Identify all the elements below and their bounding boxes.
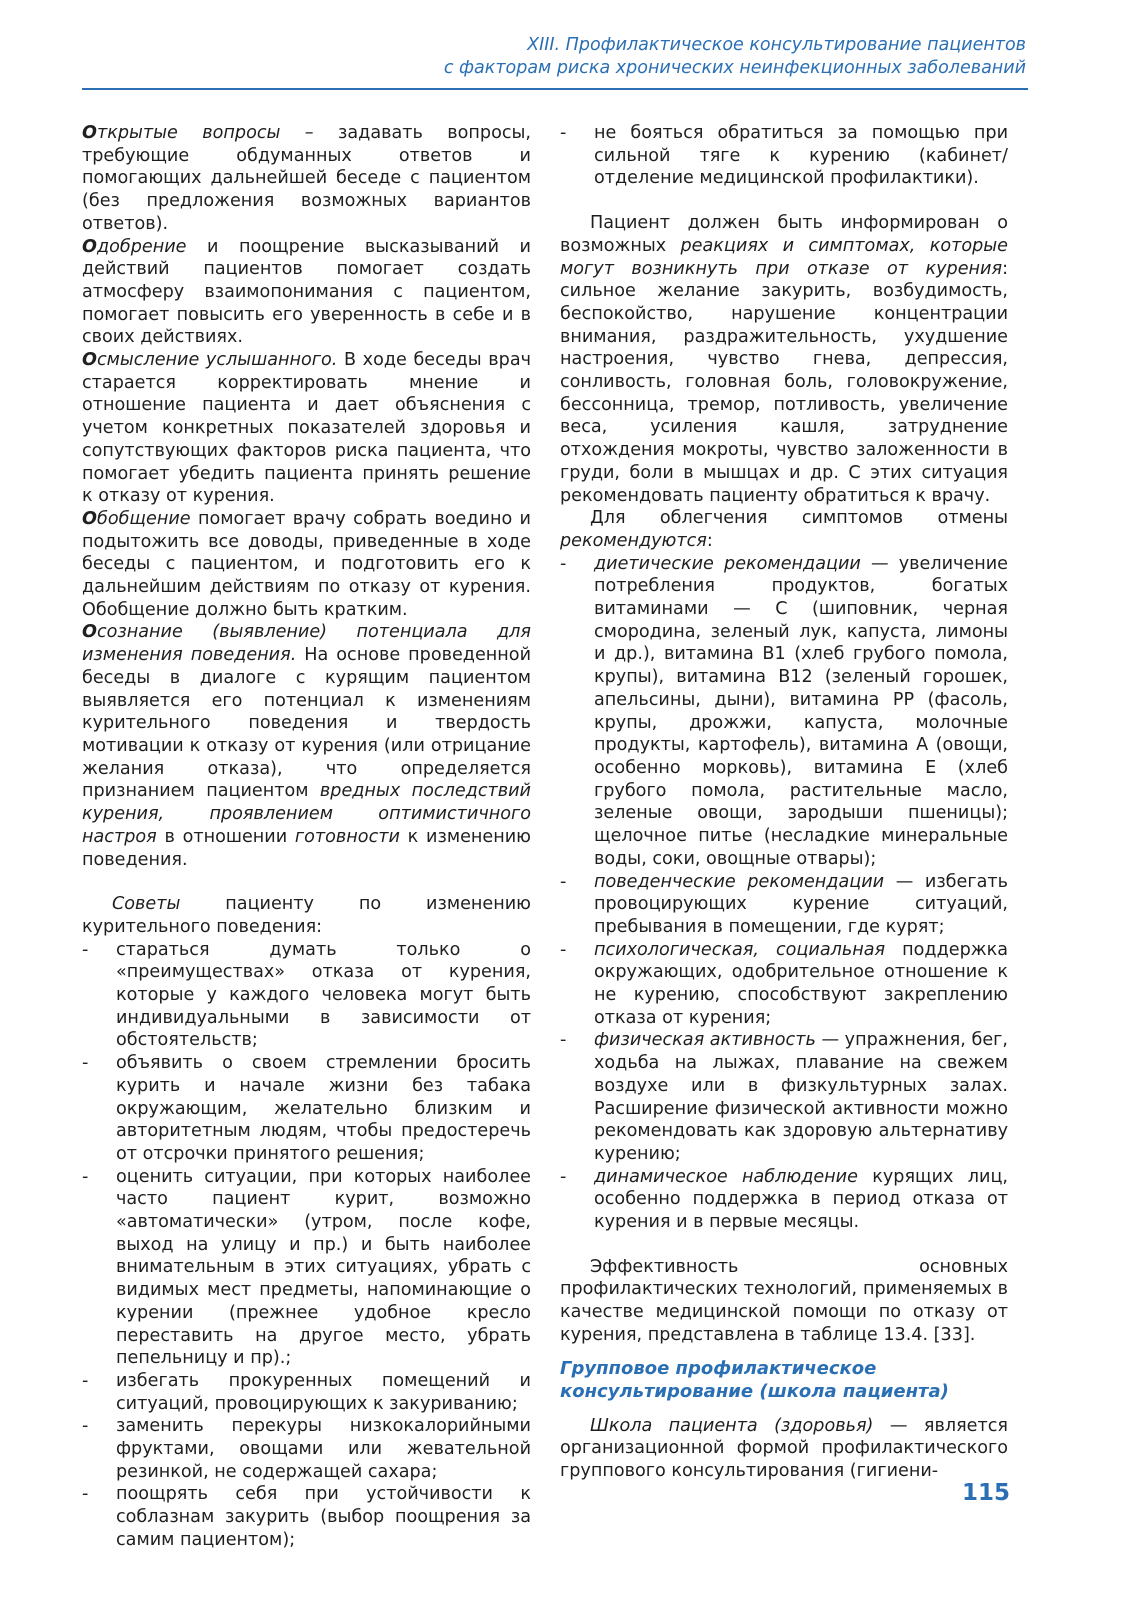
list-item: - динамическое наблюдение курящих лиц, особенно поддержка в период отказа от курения и в первые месяцы. [560,1166,1009,1233]
list-item: - поощрять себя при устойчивости к соблазнам закурить (выбор поощрения за самим пациентом); [82,1484,531,1550]
relief-intro: Для облегчения симптомов отмены рекомендуются: [560,508,1008,551]
term-label: ткрытые вопросы [96,123,281,143]
list-item: - заменить перекуры низкокалорийными фруктами, овощами или жевательной резинкой, не содержащей сахара; [82,1416,531,1482]
list-item: - психологическая, социальная поддержка окружающих, одобрительное отношение к не курению, способствуют закреплению отказа от курения; [560,939,1008,1028]
efficiency-paragraph: Эффективность основных профилактических технологий, применяемых в качестве медицинской помощи по отказу от курения, представлена в таблице 13.4. [33]. [560,1256,1008,1345]
header-line-2: с факторам риска хронических неинфекционных заболеваний [443,58,1026,78]
list-item: - стараться думать только о «преимуществах» отказа от курения, которые у каждого человека могут быть индивидуальными в зависимости от обстоятельств; [82,939,531,1051]
list-item: - оценить ситуации, при которых наиболее часто пациент курит, возможно «автоматически» (утром, после кофе, выход на улицу и пр.) и быть наиболее внимательным в этих ситуациях, убрать с видимых мест предметы, напоминающие о курении (прежнее удобное кресло переставить на другое место, убрать пепельницу и пр).; [82,1166,531,1369]
term-open-questions [82,122,531,236]
advice-list [82,939,531,1552]
page-number: 115 [962,1480,1011,1506]
term-text: – задавать вопросы, требующие обдуманных ответов и помогающих дальнейшей беседе с пациентом (без предложения возможных вариантов ответов). [82,123,531,234]
right-column [560,122,1008,1483]
running-header [266,34,1026,80]
list-item: - физическая активность — упражнения, бег, ходьба на лыжах, плавание на свежем воздухе или в физкультурных залах. Расширение физической активности можно рекомендовать как здоровую альтернативу курению; [560,1030,1008,1164]
term-summary: Обобщение помогает врачу собрать воедино и подытожить все доводы, приведенные в ходе беседы с пациентом, и подготовить его к дальнейшим действиям по отказу от курения. Обобщение должно быть кратким. [82,508,531,620]
term-initial: О [82,123,97,143]
header-line-1: XIII. Профилактическое консультирование пациентов [527,35,1026,55]
symptoms-paragraph: Пациент должен быть информирован о возможных реакциях и симптомах, которые могут возникнуть при отказе от курения: сильное желание закурить, возбудимость, беспокойство, нарушение концентрации внимания, раздражительность, ухудшение настроения, чувство гнева, депрессия, сонливость, головная боль, головокружение, бессонница, тремор, потливость, увеличение веса, усиления кашля, затруднение отхождения мокроты, чувство заложенности в груди, боли в мышцах и др. С этих ситуация рекомендовать пациенту обратиться к врачу. [560,213,1008,506]
list-item: - не бояться обратиться за помощью при сильной тяге к курению (кабинет/отделение медицинской профилактики). [560,123,1008,189]
term-comprehension: Осмысление услышанного. В ходе беседы врач старается корректировать мнение и отношение пациента и дает объяснения с учетом конкретных показателей здоровья и сопутствующих факторов риска пациента, что помогает убедить пациента принять решение к отказу от курения. [82,350,531,507]
term-awareness: Осознание (выявление) потенциала для изменения поведения. На основе проведенной беседы в диалоге с курящим пациентом выявляется его потенциал к изменениям курительного поведения и твердость мотивации к отказу от курения (или отрицание желания отказа), что определяется признанием пациентом вредных последствий курения, проявлением оптимистичного настроя в отношении готовности к изменению поведения. [82,622,531,870]
list-item: - избегать прокуренных помещений и ситуаций, провоцирующих к закуриванию; [82,1370,531,1414]
list-item: - объявить о своем стремлении бросить курить и начале жизни без табака окружающим, желательно близким и авторитетным людям, чтобы предостеречь от отсрочки принятого решения; [82,1053,531,1164]
term-approval: Одобрение и поощрение высказываний и действий пациентов помогает создать атмосферу взаимопонимания с пациентом, помогает повысить его уверенность в себе и в своих действиях. [82,236,531,348]
left-column [82,122,531,1552]
list-item: - диетические рекомендации — увеличение потребления продуктов, богатых витаминами — С (шиповник, черная смородина, зеленый лук, капуста, лимоны и др.), витамина В1 (хлеб грубого помола, крупы), витамина В12 (зеленый горошек, апельсины, дыни), витамина РР (фасоль, крупы, дрожжи, капуста, молочные продукты, картофель), витамина А (овощи, особенно морковь), витамина Е (хлеб грубого помола, растительные масло, зеленые овощи, зародыши пшеницы); щелочное питье (несладкие минеральные воды, соки, овощные отвары); [560,553,1009,869]
header-rule [82,88,1028,90]
section-title: Групповое профилактическое консультирование (школа пациента) [560,1357,949,1402]
advice-intro: Советы пациенту по изменению курительного поведения: [82,894,531,937]
school-paragraph: Школа пациента (здоровья) — является организационной формой профилактического группового консультирования (гигиени- [560,1415,1008,1481]
list-item: - поведенческие рекомендации — избегать провоцирующих курение ситуаций, пребывания в помещении, где курят; [560,871,1008,937]
